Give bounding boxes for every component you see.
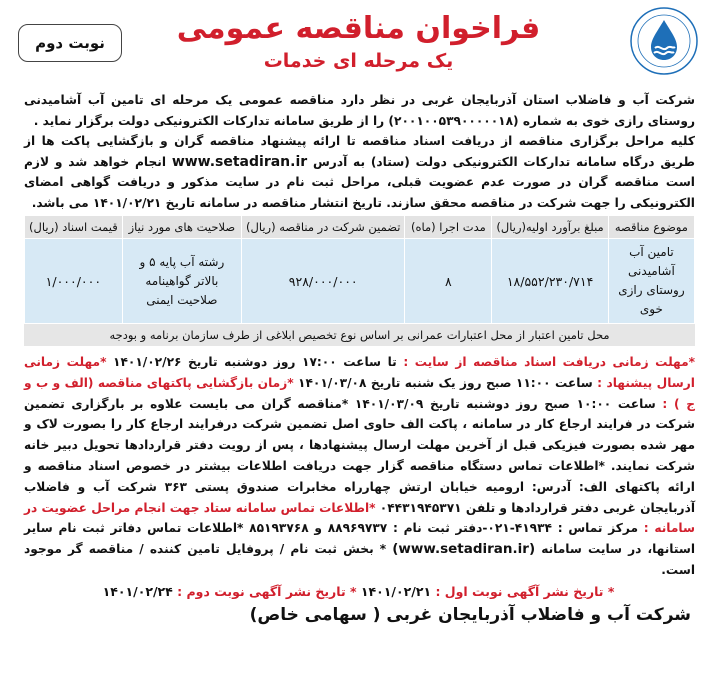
header-duration: مدت اجرا (ماه)	[405, 216, 492, 239]
title-block	[170, 10, 547, 74]
cell-qualifications: رشته آب پایه ۵ و بالاتر گواهینامه صلاحیت ایمنی	[122, 239, 241, 324]
intro-paragraph-2	[24, 131, 695, 213]
second-pub-label: * تاریخ نشر آگهی نوبت دوم :	[177, 583, 357, 599]
header-subject: موضوع مناقصه	[608, 216, 694, 239]
table-header-row	[25, 216, 695, 239]
doc-deadline-text: تا ساعت ۱۷:۰۰ روز دوشنبه تاریخ ۱۴۰۱/۰۲/۲۶	[113, 355, 397, 369]
details-paragraph	[24, 352, 695, 581]
cell-subject: تامین آب آشامیدنی روستای رازی خوی	[608, 239, 694, 324]
header-guarantee: تضمین شرکت در مناقصه (ریال)	[241, 216, 404, 239]
first-pub-label: * تاریخ نشر آگهی نوبت اول :	[435, 583, 615, 599]
intro-paragraph-2a: کلیه مراحل برگزاری مناقصه از دریافت اسناد مناقصه تا ارائه پیشنهاد مناقصه گران و بازگشایی پاکت ها از طریق درگاه سامانه تدارکات الکترونیکی دولت (ستاد) به آدرس	[24, 134, 695, 169]
intro-paragraph-1: شرکت آب و فاضلاب استان آذربایجان غربی در نظر دارد مناقصه عمومی یک مرحله ای تامین آب آشامیدنی روستای رازی خوی به شماره (۲۰۰۱۰۰۵۳۹۰۰۰۰۰۱۸) را از طریق سامانه تدارکات الکترونیکی دولت برگزار نماید .	[24, 93, 695, 128]
notice-subtitle: یک مرحله ای خدمات	[263, 50, 454, 72]
doc-deadline-label: *مهلت زمانی دریافت اسناد مناقصه از سایت :	[403, 355, 696, 369]
header	[0, 0, 717, 90]
setad-contact-tail: * بخش ثبت نام / پروفایل تامین کننده / مناقصه گر موجود است.	[24, 542, 695, 577]
submit-deadline-label: *مهلت زمانی ارسال پیشنهاد :	[24, 355, 695, 390]
submit-deadline-text: ساعت ۱۱:۰۰ صبح روز یک شنبه تاریخ ۱۴۰۱/۰۳/۰۸	[298, 375, 593, 390]
cell-estimate: ۱۸/۵۵۲/۲۳۰/۷۱۴	[492, 239, 609, 324]
details-text	[0, 346, 717, 581]
water-company-logo-icon	[629, 6, 699, 76]
header-qualifications: صلاحیت های مورد نیاز	[122, 216, 241, 239]
intro-paragraph-2b: انجام خواهد شد و لازم است مناقصه گران در صورت عدم عضویت قبلی، مراحل ثبت نام در سایت مذکور و دریافت گواهی امضای الکترونیکی را جهت شرکت در مناقصه محقق سازند. تاریخ انتشار مناقصه در سامانه تاریخ ۱۴۰۱/۰۲/۲۱ می باشد.	[24, 154, 695, 210]
header-doc-price: قیمت اسناد (ریال)	[25, 216, 123, 239]
setad-url-link-2[interactable]: (www.setadiran.ir)	[392, 541, 536, 558]
table-row	[25, 239, 695, 324]
publication-dates	[0, 584, 717, 599]
opening-text: ساعت ۱۰:۰۰ صبح روز دوشنبه تاریخ ۱۴۰۱/۰۳/۰۹	[354, 396, 656, 411]
first-pub-date: ۱۴۰۱/۰۲/۲۱	[360, 583, 432, 599]
contact-info: *اطلاعات تماس دستگاه مناقصه گزار جهت دریافت اطلاعات بیشتر در خصوص اسناد مناقصه و ارائه پاکتهای الف: آدرس: ارومیه خیابان ارتش چهارراه مخابرات صندوق پستی ۳۶۳ شرکت آب و فاضلاب آذربایجان غربی دفتر قراردادها و تلفن ۰۴۴۳۱۹۴۵۳۷۱	[24, 458, 696, 515]
round-badge: نوبت دوم	[18, 24, 122, 62]
notice-title: فراخوان مناقصه عمومی	[176, 11, 541, 46]
setad-contact-label: *اطلاعات تماس سامانه ستاد جهت انجام مراحل عضویت در سامانه :	[24, 500, 695, 536]
guarantee-instruction: *مناقصه گران می بایست علاوه بر بارگزاری تضمین شرکت در فرایند ارجاع کار در سامانه ، پاکت الف حاوی اصل تضمین شرکت درفرایند ارجاع کار را بصورت لاک و مهر شده بصورت فیزیکی قبل از آخرین مهلت ارسال پیشنهادها ، پس از رویت دفتر قراردادها تحویل دبیر خانه شرکت نمایند.	[24, 396, 696, 473]
funding-note: محل تامین اعتبار از محل اعتبارات عمرانی بر اساس نوع تخصیص ابلاغی از طرف سازمان برنامه و بودجه	[24, 324, 695, 346]
header-estimate: مبلغ برآورد اولیه(ریال)	[492, 216, 609, 239]
setad-url-link[interactable]: www.setadiran.ir	[171, 153, 308, 170]
second-pub-date: ۱۴۰۱/۰۲/۲۴	[102, 583, 173, 599]
cell-doc-price: ۱/۰۰۰/۰۰۰	[25, 239, 123, 324]
cell-duration: ۸	[405, 239, 492, 324]
tender-table	[24, 215, 695, 324]
intro-text	[0, 90, 717, 213]
opening-label: *زمان بازگشایی پاکتهای مناقصه (الف و ب و ج ) :	[24, 375, 695, 411]
setad-contact-text: مرکز تماس : ۴۱۹۳۴-۰۲۱-دفتر ثبت نام : ۸۸۹۶۹۷۳۷ و ۸۵۱۹۳۷۶۸ *اطلاعات تماس دفاتر ثبت نام سایر استانها، در سایت سامانه	[24, 521, 696, 557]
cell-guarantee: ۹۲۸/۰۰۰/۰۰۰	[241, 239, 404, 324]
company-name: شرکت آب و فاضلاب آذربایجان غربی ( سهامی خاص)	[249, 604, 691, 625]
